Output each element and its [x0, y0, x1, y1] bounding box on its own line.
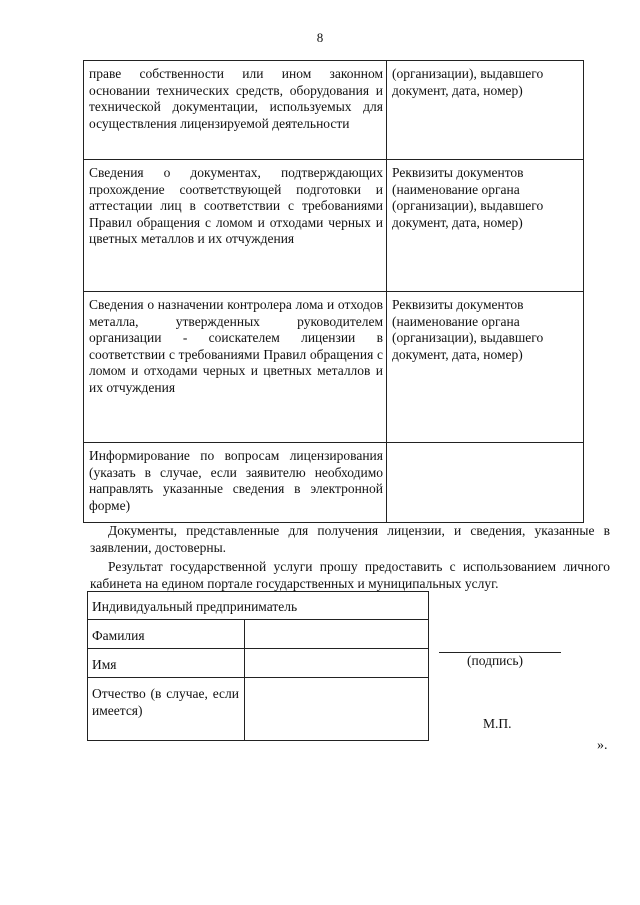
patronymic-label: Отчество (в случае, если имеется) — [92, 686, 239, 718]
table-cell-right: (организации), выдавшего документ, дата, номер) — [387, 61, 584, 160]
paragraph-text: Результат государственной услуги прошу предоставить с использованием личного кабинета на едином портале государственных и муниципальных услуг. — [90, 559, 610, 591]
table-cell-left: Информирование по вопросам лицензирования (указать в случае, если заявителю необходимо направлять указанные сведения в электронной форме) — [84, 443, 387, 523]
stamp-label: М.П. — [483, 716, 512, 731]
table-cell-right — [387, 443, 584, 523]
entrepreneur-header: Индивидуальный предприниматель — [92, 599, 298, 614]
license-info-table — [83, 60, 584, 523]
page-number: 8 — [316, 30, 324, 45]
service-result-statement — [90, 559, 610, 592]
table-cell-right: Реквизиты документов (наименование органа (организации), выдавшего документ, дата, номер) — [387, 292, 584, 443]
individual-entrepreneur-block — [87, 591, 577, 741]
table-cell-left: Сведения о документах, подтверждающих прохождение соответствующей подготовки и аттестации лиц в соответствии с требованиями Правил обращения с ломом и отходами черных и цветных металлов и их отчуждения — [84, 160, 387, 292]
table-cell-left: Сведения о назначении контролера лома и отходов металла, утвержденных руководителем организации - соискателем лицензии в соответствии с требованиями Правил обращения с ломом и отходами черных и цветных металлов и их отчуждения — [84, 292, 387, 443]
table-row — [84, 292, 584, 443]
table-cell-right: Реквизиты документов (наименование органа (организации), выдавшего документ, дата, номер) — [387, 160, 584, 292]
table-row — [84, 61, 584, 160]
table-row — [84, 443, 584, 523]
table-cell-left: праве собственности или ином законном основании технических средств, оборудования и технической документации, используемых для осуществления лицензируемой деятельности — [84, 61, 387, 160]
signature-label: (подпись) — [467, 653, 524, 668]
surname-label: Фамилия — [92, 628, 145, 643]
table-row — [84, 160, 584, 292]
documents-reliability-statement — [90, 523, 610, 556]
name-label: Имя — [92, 657, 117, 672]
paragraph-text: Документы, представленные для получения лицензии, и сведения, указанные в заявлении, достоверны. — [90, 523, 610, 555]
closing-quote: ». — [597, 738, 608, 753]
